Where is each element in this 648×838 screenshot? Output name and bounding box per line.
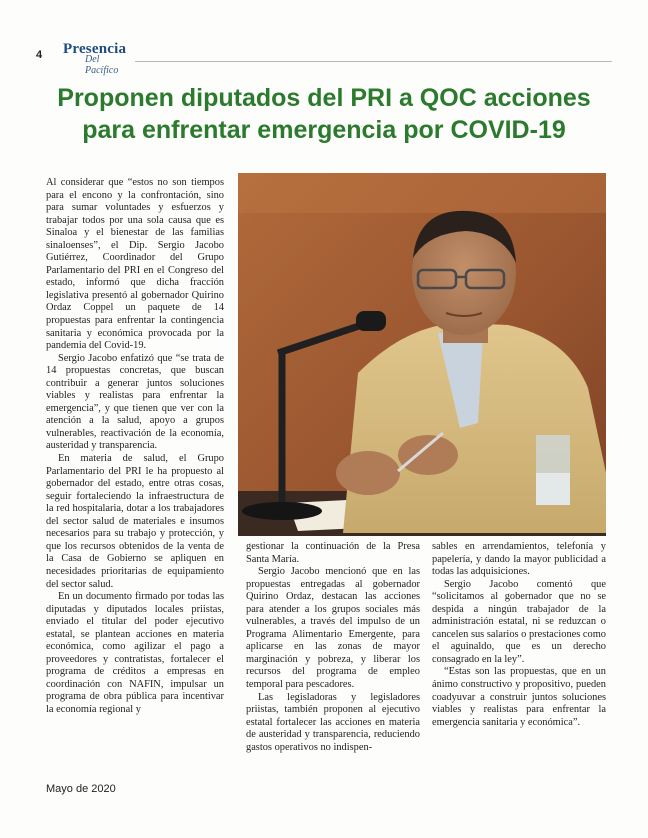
article-paragraph: Las legisladoras y legisladores priistas, también proponen al ejecutivo estatal fortalecer las acciones en materia de austeridad y transparencia, reduciendo gastos operativos no indispen- xyxy=(246,691,420,753)
article-paragraph: “Estas son las propuestas, que en un ánimo constructivo y propositivo, pueden coadyuvar a construir juntos soluciones viables y realistas para enfrentar la emergencia sanitaria y económica”. xyxy=(432,666,606,728)
text-column-3 xyxy=(432,541,606,729)
article-paragraph: Sergio Jacobo enfatizó que “se trata de 14 propuestas concretas, que buscan contribuir a generar juntos soluciones viables y realistas para enfrentar la emergencia”, y que tienen que ver con la atención a la salud, apoyo a grupos vulnerables, reactivación de la economía, austeridad y transparencia. xyxy=(46,352,224,452)
article-paragraph: Sergio Jacobo comentó que “solicitamos al gobernador que no se despida a ningún trabajador de la administración estatal, ni se reduzcan o cancelen sus salarios o prestaciones como el aguinaldo, que es un derecho consagrado en la ley”. xyxy=(432,578,606,665)
article-paragraph: Al considerar que “estos no son tiempos para el encono y la confrontación, sino para sumar voluntades y esfuerzos y trabajar todos por una sola causa que es Sinaloa y el bienestar de las familias sinaloenses”, el Dip. Sergio Jacobo Gutiérrez, Coordinador del Grupo Parlamentario del PRI en el Congreso del estado, informó que dicha fracción legislativa presentó al gobernador Quirino Ordaz Coppel un paquete de 14 propuestas para enfrentar la contingencia sanitaria y económica provocada por la pandemia del Covid-19. xyxy=(46,177,224,352)
text-column-1 xyxy=(46,177,224,717)
headline-line-2: para enfrentar emergencia por COVID-19 xyxy=(82,116,566,144)
article-paragraph: gestionar la continuación de la Presa Santa María. xyxy=(246,541,420,565)
article-paragraph: En un documento firmado por todas las diputadas y diputados locales priistas, enviado el titular del poder ejecutivo estatal, se plantean acciones en materia económica, como agilizar el pago a proveedores y contratistas, fortalecer el programa de créditos a empresas en coordinación con NAFIN, impulsar un programa de obra pública para incentivar la economía regional y xyxy=(46,591,224,715)
page-number: 4 xyxy=(36,49,43,61)
issue-date: Mayo de 2020 xyxy=(46,783,116,795)
logo-main-text: Presencia xyxy=(63,41,127,57)
publication-logo xyxy=(63,41,133,76)
header-rule xyxy=(135,61,612,62)
article-paragraph: sables en arrendamientos, telefonía y papelería, y dando la mayor publicidad a todas las adquisiciones. xyxy=(432,541,606,578)
article-headline xyxy=(36,82,612,146)
headline-line-1: Proponen diputados del PRI a QOC acciones xyxy=(57,84,591,112)
article-paragraph: En materia de salud, el Grupo Parlamentario del PRI le ha propuesto al gobernador del estado, entre otras cosas, seguir fortaleciendo la infraestructura de la red hospitalaria, dotar a los trabajadores del sector salud de materiales e insumos necesarios para su trabajo y protección, y que los recursos obtenidos de la venta de la Casa de Gobierno se apliquen en necesidades prioritarias de equipamiento del sector salud. xyxy=(46,453,224,590)
logo-sub-text: Del Pacífico xyxy=(85,54,119,76)
article-paragraph: Sergio Jacobo mencionó que en las propuestas entregadas al gobernador Quirino Ordaz, destacan las acciones para atender a los grupos sociales más vulnerables, a través del impulso de un Programa Alimentario Emergente, para aplicarse en las zonas de mayor marginación y pobreza, y liberar los recursos del programa de empleo temporal para pescadores. xyxy=(246,566,420,691)
article-photo xyxy=(238,173,606,536)
text-column-2 xyxy=(246,541,420,754)
